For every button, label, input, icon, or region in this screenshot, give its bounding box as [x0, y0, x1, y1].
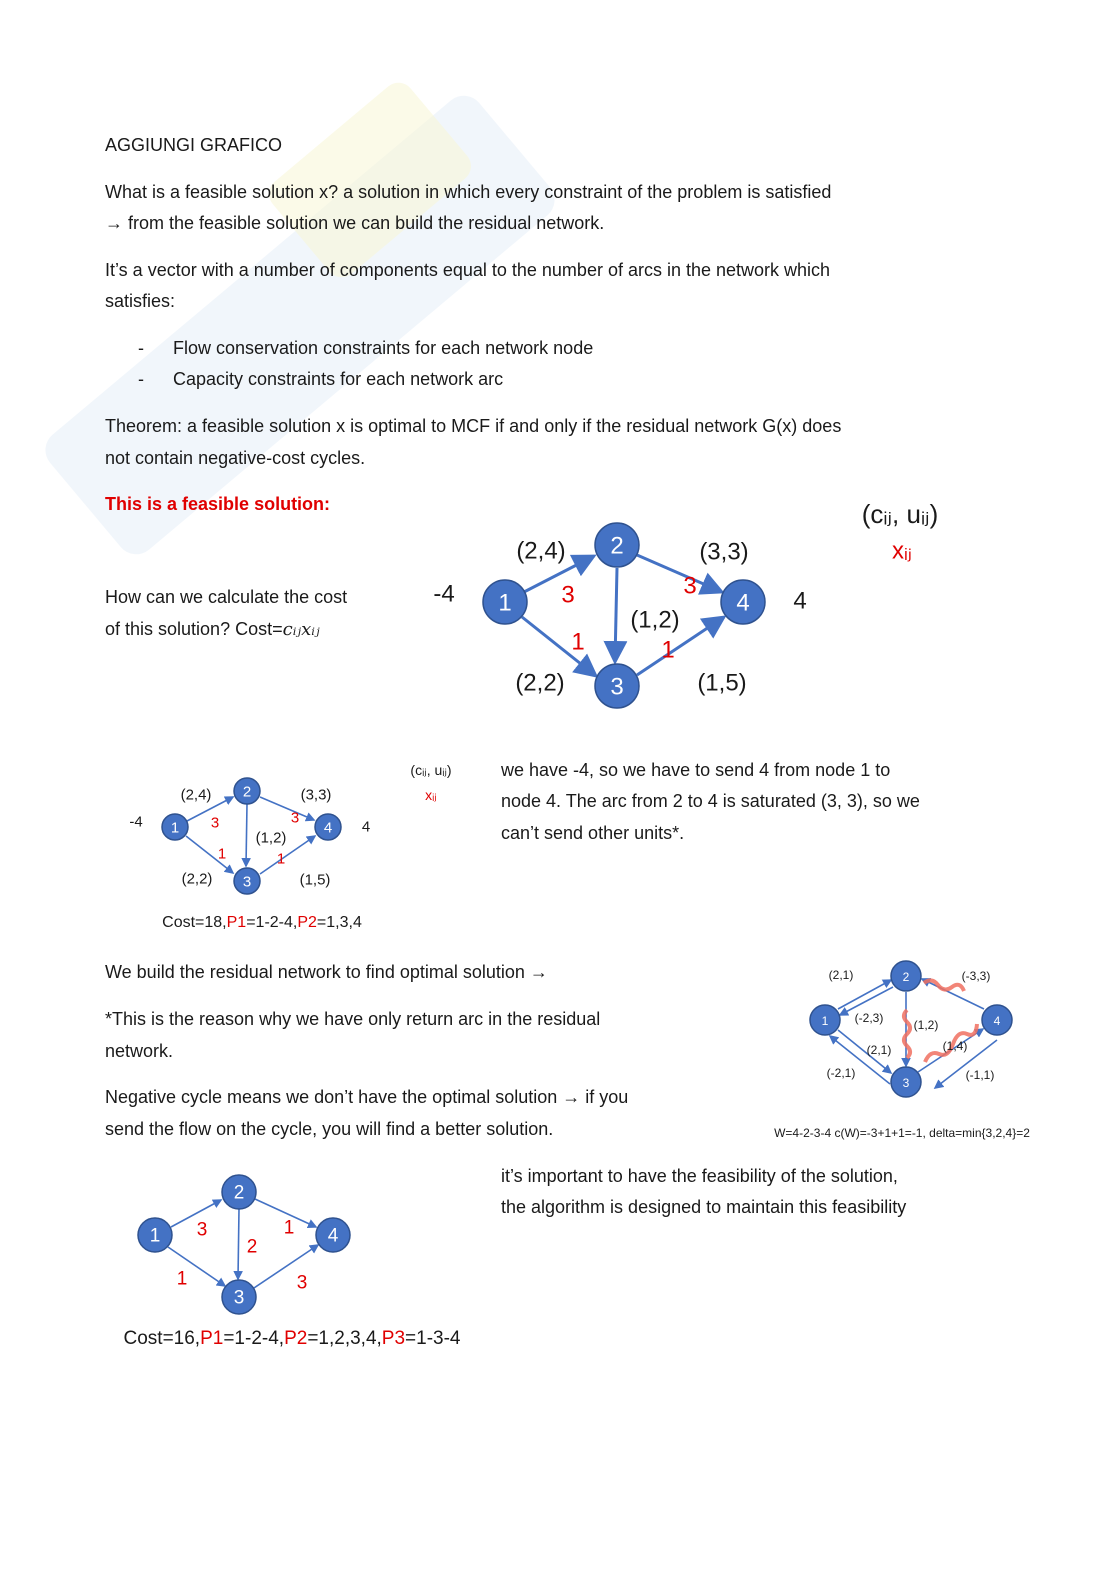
flow-label: 1 — [276, 850, 286, 868]
node-label: 4 — [327, 1225, 339, 1247]
flow-label: 1 — [571, 628, 585, 656]
heading: AGGIUNGI GRAFICO — [105, 135, 283, 155]
flow-label: 3 — [196, 1219, 208, 1241]
node-label: 3 — [233, 1287, 245, 1309]
node-label: 3 — [902, 1076, 910, 1090]
cost-question: of this solution? Cost= — [105, 619, 283, 639]
arc-3-4 — [254, 1245, 318, 1288]
arc-2-3 — [615, 568, 617, 662]
arc-label: (-2,3) — [854, 1011, 884, 1025]
node-label: 1 — [149, 1225, 161, 1247]
network-graph-main — [433, 499, 938, 708]
arc-label: (2,2) — [515, 669, 565, 697]
paragraph-line: satisfies: — [105, 291, 176, 311]
bullet-text: Flow conservation constraints for each network node — [173, 338, 594, 358]
flow-label: 1 — [176, 1268, 188, 1290]
paragraph-line: we have -4, so we have to send 4 from node 1 to — [501, 760, 891, 780]
node-label: 2 — [610, 532, 624, 560]
flow-label: 3 — [290, 809, 300, 827]
arc-label: (-2,1) — [826, 1066, 856, 1080]
node-label: 1 — [170, 819, 180, 837]
paragraph-line: What is a feasible solution x? a solution in which every constraint of the problem is satisfied — [105, 182, 832, 202]
bullet-text: Capacity constraints for each network arc — [173, 369, 504, 389]
residual-network-graph — [774, 961, 1030, 1140]
flow-label: 3 — [296, 1272, 308, 1294]
legend-cost-capacity: (cᵢⱼ, uᵢⱼ) — [861, 499, 939, 529]
arc-label: (2,1) — [828, 968, 854, 982]
supply-node-1: -4 — [129, 813, 143, 831]
paragraph-line: node 4. The arc from 2 to 4 is saturated (3, 3), so we — [501, 791, 920, 811]
node-label: 2 — [242, 783, 252, 801]
cost-formula: cᵢⱼxᵢⱼ — [282, 619, 320, 640]
paragraph-line: *This is the reason why we have only return arc in the residual — [105, 1009, 601, 1029]
flow-label: 3 — [561, 581, 575, 609]
paragraph-line: send the flow on the cycle, you will find a better solution. — [105, 1119, 554, 1139]
supply-node-4: 4 — [361, 818, 371, 836]
residual-arc-4-2 — [922, 979, 984, 1009]
node-label: 4 — [736, 589, 750, 617]
arc-label: (1,2) — [630, 606, 680, 634]
bullet-marker: - — [138, 369, 144, 389]
paragraph-line: Theorem: a feasible solution x is optimal to MCF if and only if the residual network G(x) does — [105, 416, 842, 436]
arc-label: (1,2) — [255, 829, 287, 847]
node-label: 3 — [242, 873, 252, 891]
flow-label: 3 — [210, 814, 220, 832]
paragraph-line: the algorithm is designed to maintain this feasibility — [501, 1197, 907, 1217]
node-label: 4 — [323, 819, 333, 837]
paragraph-line: it’s important to have the feasibility of the solution, — [501, 1166, 898, 1186]
paragraph-line: Negative cycle means we don’t have the optimal solution → if you — [105, 1087, 629, 1107]
arc-label: (2,2) — [181, 870, 213, 888]
feasible-solution-title: This is a feasible solution: — [105, 494, 331, 514]
network-graph-small — [129, 762, 451, 931]
arc-label: (3,3) — [300, 786, 332, 804]
network-graph-updated — [124, 1175, 461, 1349]
arc-label: (1,4) — [942, 1039, 968, 1053]
paragraph-line: We build the residual network to find optimal solution → — [105, 962, 548, 982]
cost-caption: Cost=18,P1=1-2-4,P2=1,3,4 — [162, 913, 362, 931]
supply-node-4: 4 — [793, 587, 807, 615]
paragraph-line: can’t send other units*. — [501, 823, 685, 843]
node-label: 2 — [902, 970, 910, 984]
paragraph-line: How can we calculate the cost — [105, 587, 348, 607]
node-label: 4 — [993, 1014, 1001, 1028]
paragraph-line: → from the feasible solution we can build the residual network. — [105, 213, 605, 233]
arc-label: (3,3) — [699, 538, 749, 566]
arc-2-3 — [238, 1209, 239, 1279]
flow-label: 2 — [246, 1236, 258, 1258]
arc-label: (2,1) — [866, 1043, 892, 1057]
arc-2-3 — [246, 804, 247, 866]
paragraph-line: network. — [105, 1041, 174, 1061]
legend-cost-capacity: (cᵢⱼ, uᵢⱼ) — [410, 762, 452, 778]
legend-flow: xᵢⱼ — [892, 537, 912, 565]
negative-cycle-highlight — [904, 1010, 910, 1058]
arc-label: (-1,1) — [965, 1068, 995, 1082]
flow-label: 1 — [283, 1217, 295, 1239]
node-label: 1 — [498, 589, 512, 617]
arc-label: (2,4) — [180, 786, 212, 804]
paragraph-line: It’s a vector with a number of components equal to the number of arcs in the network which — [105, 260, 831, 280]
flow-label: 3 — [683, 572, 697, 600]
node-label: 1 — [821, 1014, 829, 1028]
arc-1-3 — [522, 617, 596, 676]
flow-label: 1 — [661, 636, 675, 664]
cost-caption: Cost=16,P1=1-2-4,P2=1,2,3,4,P3=1-3-4 — [123, 1327, 461, 1349]
paragraph-line: not contain negative-cost cycles. — [105, 448, 366, 468]
residual-arc-1-2 — [838, 980, 891, 1009]
flow-label: 1 — [217, 845, 227, 863]
negative-cycle-highlight — [924, 980, 964, 991]
node-label: 3 — [610, 673, 624, 701]
arc-label: (1,5) — [299, 871, 331, 889]
node-label: 2 — [233, 1182, 245, 1204]
arc-label: (2,4) — [516, 537, 566, 565]
supply-node-1: -4 — [433, 580, 455, 608]
residual-caption: W=4-2-3-4 c(W)=-3+1+1=-1, delta=min{3,2,4}=2 — [774, 1126, 1030, 1140]
arc-label: (1,5) — [697, 669, 747, 697]
legend-flow: xᵢⱼ — [425, 787, 437, 803]
arc-label: (-3,3) — [961, 969, 991, 983]
arc-label: (1,2) — [913, 1018, 939, 1032]
bullet-marker: - — [138, 338, 144, 358]
